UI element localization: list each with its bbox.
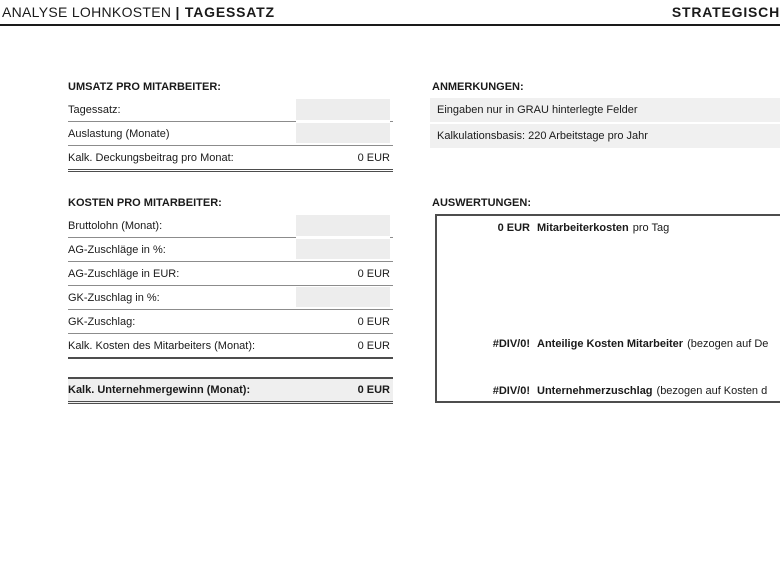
result-value: #DIV/0! — [492, 338, 530, 350]
ag-zuschlaege-prozent-input-cell[interactable] — [296, 239, 390, 259]
result-suffix: (bezogen auf Kosten d — [656, 385, 768, 397]
umsatz-rows — [68, 98, 393, 172]
row-tagessatz — [68, 98, 393, 122]
result-unternehmerzuschlag — [437, 385, 780, 397]
left-column — [68, 80, 393, 396]
row-value: 0 EUR — [357, 151, 390, 164]
note-line — [430, 124, 780, 148]
row-label: GK-Zuschlag: — [68, 315, 136, 328]
result-label: Anteilige Kosten Mitarbeiter — [537, 338, 684, 350]
result-anteilige-kosten — [437, 338, 780, 350]
row-label: Kalk. Unternehmergewinn (Monat): — [68, 384, 251, 396]
row-gk-zuschlag-prozent — [68, 286, 393, 310]
row-value: 0 EUR — [357, 315, 390, 328]
row-label: Tagessatz: — [68, 103, 121, 116]
auswertungen-heading: AUSWERTUNGEN: — [432, 197, 531, 209]
row-deckungsbeitrag — [68, 146, 393, 172]
umsatz-heading: UMSATZ PRO MITARBEITER: — [68, 81, 221, 93]
row-auslastung — [68, 122, 393, 146]
gk-zuschlag-prozent-input-cell[interactable] — [296, 287, 390, 307]
row-label: GK-Zuschlag in %: — [68, 291, 160, 304]
note-line — [430, 98, 780, 122]
row-label: Kalk. Deckungsbeitrag pro Monat: — [68, 151, 234, 164]
bruttolohn-input-cell[interactable] — [296, 215, 390, 238]
anmerkungen-heading: ANMERKUNGEN: — [432, 81, 524, 93]
row-ag-zuschlaege-eur — [68, 262, 393, 286]
row-value: 0 EUR — [357, 384, 390, 396]
row-value: 0 EUR — [357, 267, 390, 280]
result-label: Unternehmerzuschlag — [537, 385, 653, 397]
row-gk-zuschlag — [68, 310, 393, 334]
row-label: Auslastung (Monate) — [68, 127, 170, 140]
result-label: Mitarbeiterkosten — [537, 222, 629, 234]
row-label: AG-Zuschläge in %: — [68, 243, 166, 256]
kosten-rows — [68, 214, 393, 359]
result-value: #DIV/0! — [492, 385, 530, 397]
row-label: Kalk. Kosten des Mitarbeiters (Monat): — [68, 339, 256, 352]
auswertungen-box — [435, 214, 780, 403]
right-column — [430, 80, 780, 397]
page-title-right: STRATEGISCH — [671, 4, 780, 20]
result-suffix: (bezogen auf De — [687, 338, 769, 350]
result-suffix: pro Tag — [632, 222, 670, 234]
row-unternehmergewinn — [68, 377, 393, 404]
result-value: 0 EUR — [497, 222, 530, 234]
tagessatz-input-cell[interactable] — [296, 99, 390, 122]
auslastung-input-cell[interactable] — [296, 123, 390, 143]
kosten-heading: KOSTEN PRO MITARBEITER: — [68, 197, 222, 209]
row-kalk-kosten — [68, 334, 393, 359]
row-ag-zuschlaege-prozent — [68, 238, 393, 262]
row-label: Bruttolohn (Monat): — [68, 219, 163, 232]
header-divider — [0, 24, 780, 26]
page-title-bold: | TAGESSATZ — [175, 4, 275, 20]
note-text: Kalkulationsbasis: 220 Arbeitstage pro Jahr — [437, 130, 648, 142]
anmerkungen-notes — [430, 98, 780, 150]
page-title-regular: ANALYSE LOHNKOSTEN — [2, 4, 172, 20]
row-value: 0 EUR — [357, 339, 390, 352]
row-bruttolohn — [68, 214, 393, 238]
page-title — [2, 4, 275, 20]
result-mitarbeiterkosten — [437, 222, 780, 234]
row-label: AG-Zuschläge in EUR: — [68, 267, 180, 280]
note-text: Eingaben nur in GRAU hinterlegte Felder — [437, 104, 638, 116]
